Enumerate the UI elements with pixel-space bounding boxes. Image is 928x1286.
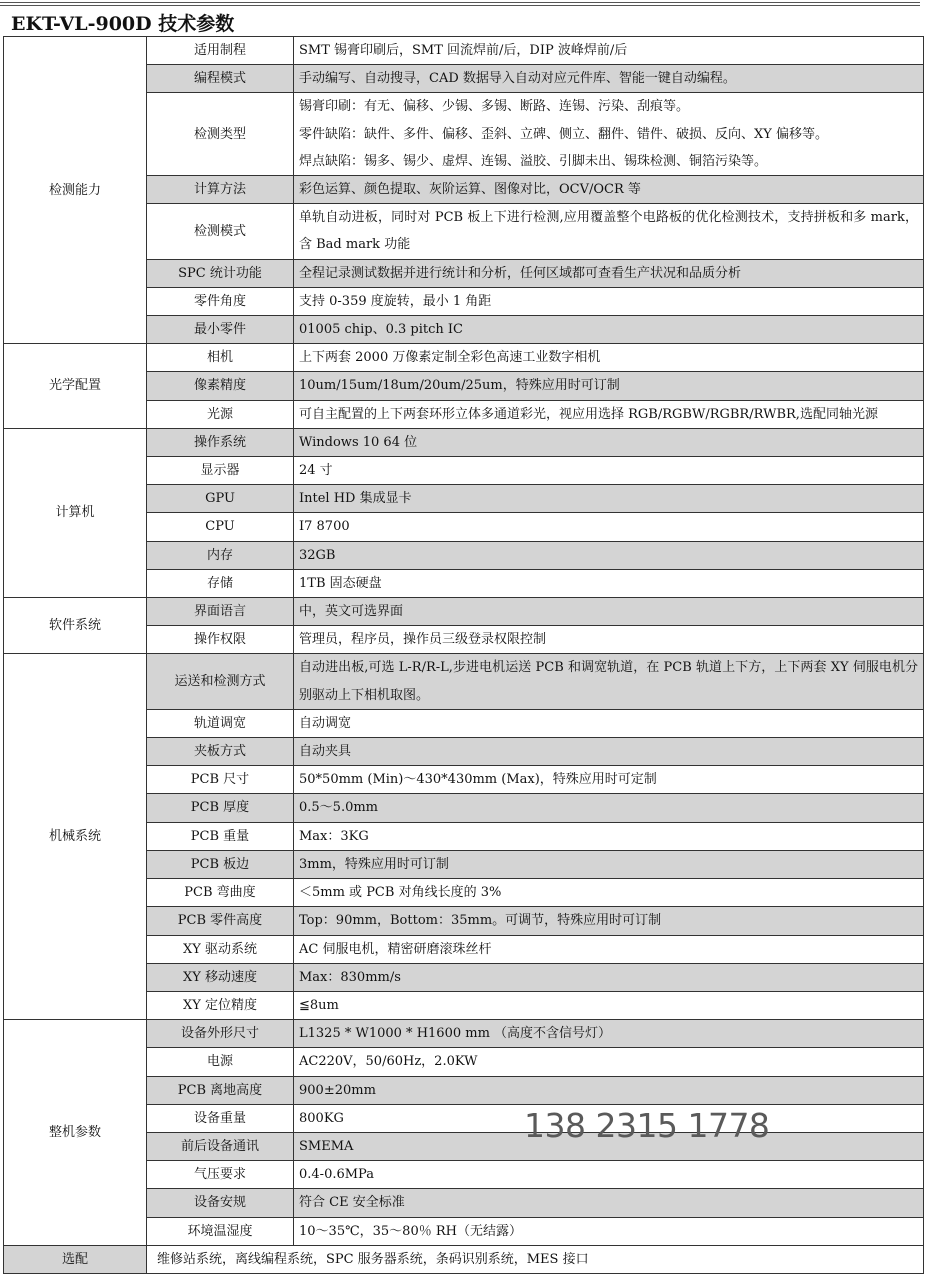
- spec-table-body: [4, 37, 924, 1274]
- param-name-cell: XY 定位精度: [147, 991, 294, 1019]
- param-value-cell: [294, 626, 924, 654]
- param-value-line: 零件缺陷：缺件、多件、偏移、歪斜、立碑、侧立、翻件、错件、破损、反向、XY 偏移等。: [299, 126, 828, 142]
- param-name-cell: 零件角度: [147, 287, 294, 315]
- param-value-line: Top：90mm，Bottom：35mm。可调节，特殊应用时可订制: [299, 913, 662, 929]
- category-cell: 机械系统: [4, 654, 147, 1020]
- param-name-cell: 运送和检测方式: [147, 654, 294, 709]
- param-value-cell: [294, 93, 924, 176]
- param-value-line: 10～35℃，35～80％ RH（无结露）: [299, 1223, 522, 1239]
- param-name-cell: XY 移动速度: [147, 963, 294, 991]
- param-name-cell: PCB 板边: [147, 850, 294, 878]
- page-title: EKT-VL-900D 技术参数: [11, 13, 235, 35]
- param-value-line: 24 寸: [299, 463, 333, 479]
- param-value-cell: [294, 541, 924, 569]
- param-value-cell: [294, 794, 924, 822]
- category-cell: 计算机: [4, 428, 147, 597]
- param-value-line: 锡膏印刷：有无、偏移、少锡、多锡、断路、连锡、污染、刮痕等。: [299, 99, 690, 115]
- param-name-cell: 设备安规: [147, 1189, 294, 1217]
- param-value-cell: [294, 1161, 924, 1189]
- spec-row: [4, 1020, 924, 1048]
- param-value-line: ≦8um: [299, 997, 339, 1013]
- param-name-cell: PCB 弯曲度: [147, 879, 294, 907]
- param-value-cell: [294, 316, 924, 344]
- param-name-cell: PCB 厚度: [147, 794, 294, 822]
- param-value-cell: [294, 400, 924, 428]
- param-value-line: Max：830mm/s: [299, 969, 401, 985]
- category-cell: 整机参数: [4, 1020, 147, 1246]
- param-value-line: 自动进出板,可选 L-R/R-L,步进电机运送 PCB 和调宽轨道，在 PCB 轨道上下方，上下两套 XY 伺服电机分别驱动上下相机取图。: [299, 660, 918, 703]
- param-value-cell: [294, 738, 924, 766]
- param-name-cell: 计算方法: [147, 176, 294, 204]
- param-name-cell: 操作系统: [147, 428, 294, 456]
- options-row: [4, 1245, 924, 1273]
- param-value-line: 0.5～5.0mm: [299, 800, 379, 816]
- param-name-cell: 像素精度: [147, 372, 294, 400]
- param-value-line: 彩色运算、颜色提取、灰阶运算、图像对比，OCV/OCR 等: [299, 182, 641, 198]
- param-value-line: 上下两套 2000 万像素定制全彩色高速工业数字相机: [299, 350, 601, 366]
- spec-table: [3, 36, 924, 1274]
- options-category-cell: 选配: [4, 1245, 147, 1273]
- param-name-cell: 检测模式: [147, 204, 294, 259]
- param-name-cell: GPU: [147, 485, 294, 513]
- param-value-cell: [294, 176, 924, 204]
- param-value-line: 可自主配置的上下两套环形立体多通道彩光，视应用选择 RGB/RGBW/RGBR/RWBR,选配同轴光源: [299, 406, 878, 422]
- param-value-line: Intel HD 集成显卡: [299, 491, 412, 507]
- param-value-line: 自动夹具: [299, 744, 352, 760]
- param-value-line: 焊点缺陷：锡多、锡少、虚焊、连锡、溢胶、引脚未出、锡珠检测、铜箔污染等。: [299, 153, 768, 169]
- param-value-line: 32GB: [299, 547, 336, 563]
- param-value-cell: [294, 287, 924, 315]
- param-value-line: ＜5mm 或 PCB 对角线长度的 3%: [299, 885, 502, 901]
- param-name-cell: XY 驱动系统: [147, 935, 294, 963]
- param-value-line: 800KG: [299, 1110, 344, 1126]
- param-name-cell: 操作权限: [147, 626, 294, 654]
- param-value-line: 管理员，程序员，操作员三级登录权限控制: [299, 632, 547, 648]
- param-value-line: I7 8700: [299, 519, 350, 535]
- param-value-line: 10um/15um/18um/20um/25um，特殊应用时可订制: [299, 378, 620, 394]
- param-value-line: Windows 10 64 位: [299, 434, 418, 450]
- param-value-cell: [294, 259, 924, 287]
- param-name-cell: 编程模式: [147, 65, 294, 93]
- param-name-cell: 夹板方式: [147, 738, 294, 766]
- param-value-cell: [294, 766, 924, 794]
- param-value-cell: [294, 65, 924, 93]
- param-value-cell: [294, 1076, 924, 1104]
- param-name-cell: SPC 统计功能: [147, 259, 294, 287]
- param-value-line: 01005 chip、0.3 pitch IC: [299, 322, 463, 338]
- param-value-cell: [294, 1048, 924, 1076]
- param-name-cell: 设备重量: [147, 1104, 294, 1132]
- param-value-cell: [294, 709, 924, 737]
- header-rule-bottom: [0, 5, 920, 6]
- param-name-cell: 电源: [147, 1048, 294, 1076]
- category-cell: 光学配置: [4, 344, 147, 429]
- spec-row: [4, 344, 924, 372]
- param-value-cell: [294, 1217, 924, 1245]
- param-name-cell: PCB 尺寸: [147, 766, 294, 794]
- param-value-cell: [294, 372, 924, 400]
- param-value-cell: [294, 879, 924, 907]
- param-value-cell: [294, 1020, 924, 1048]
- param-name-cell: 气压要求: [147, 1161, 294, 1189]
- param-value-line: SMEMA: [299, 1138, 354, 1154]
- param-name-cell: 轨道调宽: [147, 709, 294, 737]
- param-value-cell: [294, 428, 924, 456]
- param-name-cell: PCB 重量: [147, 822, 294, 850]
- category-cell: 软件系统: [4, 598, 147, 654]
- phone-watermark: 138 2315 1778: [524, 1106, 770, 1145]
- param-value-line: 900±20mm: [299, 1082, 376, 1098]
- param-name-cell: 检测类型: [147, 93, 294, 176]
- param-value-line: 手动编写、自动搜寻，CAD 数据导入自动对应元件库、智能一键自动编程。: [299, 71, 736, 87]
- param-value-cell: [294, 598, 924, 626]
- param-value-line: SMT 锡膏印刷后，SMT 回流焊前/后，DIP 波峰焊前/后: [299, 43, 628, 58]
- param-name-cell: 内存: [147, 541, 294, 569]
- param-value-line: 0.4-0.6MPa: [299, 1167, 374, 1183]
- param-value-cell: [294, 513, 924, 541]
- param-name-cell: PCB 离地高度: [147, 1076, 294, 1104]
- spec-row: [4, 37, 924, 65]
- param-value-cell: [294, 37, 924, 65]
- options-value-cell: 维修站系统，离线编程系统，SPC 服务器系统，条码识别系统，MES 接口: [147, 1245, 924, 1273]
- param-name-cell: 相机: [147, 344, 294, 372]
- param-value-cell: [294, 457, 924, 485]
- param-value-line: 支持 0-359 度旋转，最小 1 角距: [299, 293, 492, 309]
- param-name-cell: PCB 零件高度: [147, 907, 294, 935]
- param-value-line: 全程记录测试数据并进行统计和分析，任何区域都可查看生产状况和品质分析: [299, 265, 742, 281]
- param-value-cell: [294, 991, 924, 1019]
- param-value-cell: [294, 963, 924, 991]
- header-rule-top: [0, 2, 920, 3]
- param-value-line: 单轨自动进板，同时对 PCB 板上下进行检测,应用覆盖整个电路板的优化检测技术，支持拼板和多 mark，含 Bad mark 功能: [299, 210, 918, 253]
- param-value-cell: [294, 204, 924, 259]
- param-value-cell: [294, 569, 924, 597]
- spec-row: [4, 428, 924, 456]
- category-cell: 检测能力: [4, 37, 147, 344]
- param-value-cell: [294, 485, 924, 513]
- param-name-cell: 最小零件: [147, 316, 294, 344]
- param-value-line: AC 伺服电机，精密研磨滚珠丝杆: [299, 941, 492, 957]
- param-value-line: L1325 * W1000 * H1600 mm （高度不含信号灯）: [299, 1026, 612, 1042]
- param-name-cell: 光源: [147, 400, 294, 428]
- param-name-cell: 显示器: [147, 457, 294, 485]
- param-value-line: 符合 CE 安全标准: [299, 1195, 405, 1211]
- param-name-cell: 设备外形尺寸: [147, 1020, 294, 1048]
- param-value-line: 1TB 固态硬盘: [299, 575, 382, 591]
- param-value-line: AC220V，50/60Hz，2.0KW: [299, 1054, 478, 1070]
- param-value-cell: [294, 822, 924, 850]
- param-value-cell: [294, 344, 924, 372]
- param-name-cell: CPU: [147, 513, 294, 541]
- spec-row: [4, 654, 924, 709]
- param-value-cell: [294, 935, 924, 963]
- param-value-cell: [294, 1189, 924, 1217]
- param-value-line: 50*50mm (Min)～430*430mm (Max)，特殊应用时可定制: [299, 772, 657, 788]
- param-name-cell: 前后设备通讯: [147, 1132, 294, 1160]
- param-value-cell: [294, 654, 924, 709]
- param-name-cell: 界面语言: [147, 598, 294, 626]
- spec-row: [4, 598, 924, 626]
- param-name-cell: 环境温湿度: [147, 1217, 294, 1245]
- param-value-line: 自动调宽: [299, 715, 352, 731]
- param-name-cell: 适用制程: [147, 37, 294, 65]
- param-value-cell: [294, 907, 924, 935]
- param-value-line: 3mm，特殊应用时可订制: [299, 856, 449, 872]
- param-value-line: Max：3KG: [299, 828, 369, 844]
- param-value-cell: [294, 850, 924, 878]
- param-name-cell: 存储: [147, 569, 294, 597]
- param-value-line: 中，英文可选界面: [299, 604, 404, 620]
